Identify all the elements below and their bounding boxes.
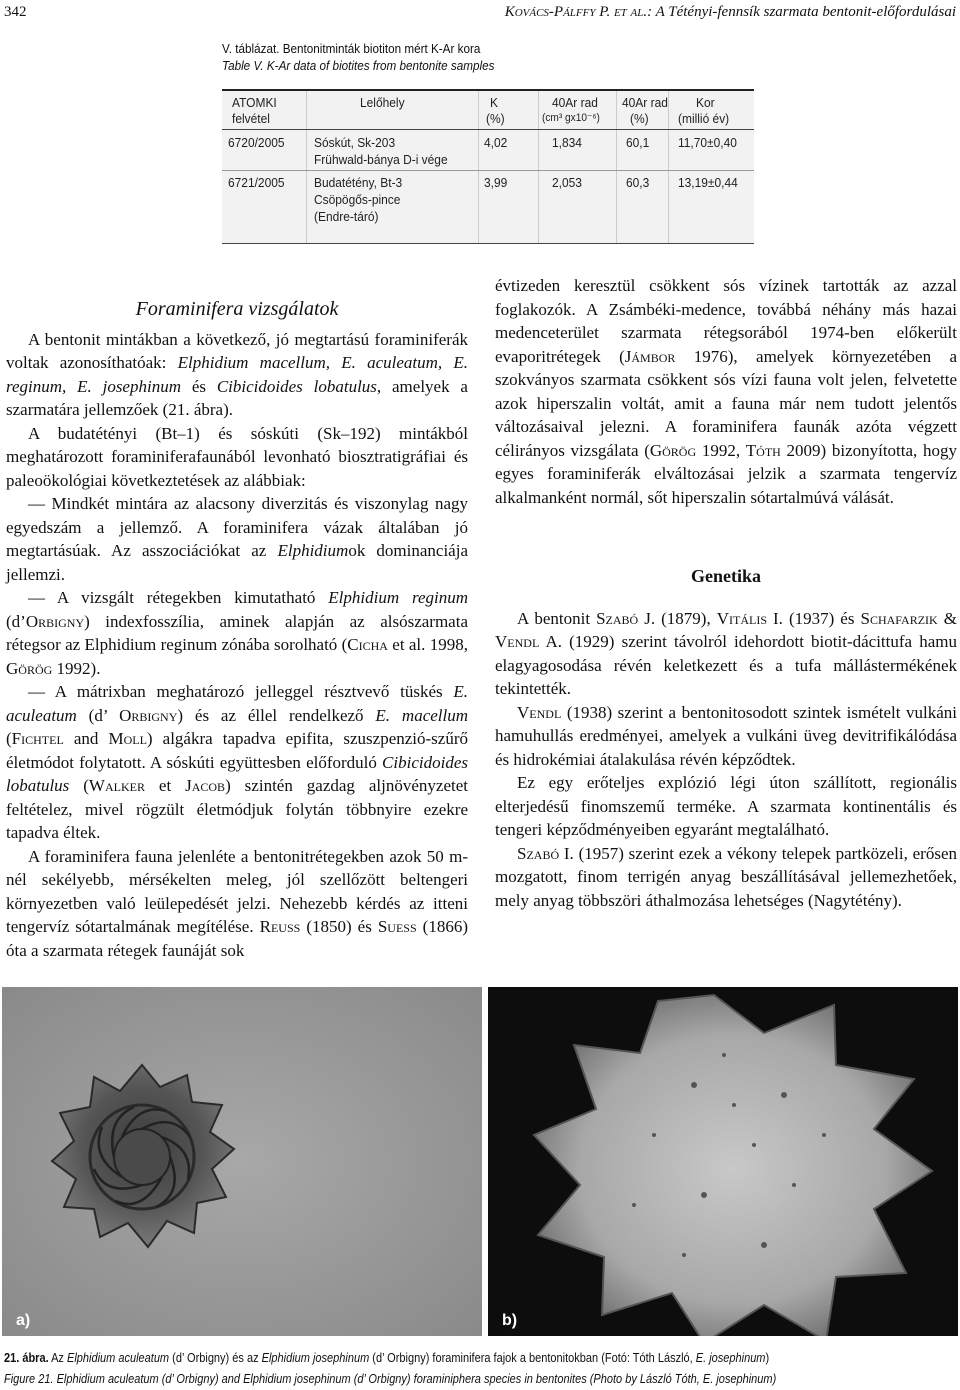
author-name: Cicha bbox=[347, 635, 388, 654]
text-run: 1976), amelyek környezetében a szokványos szarmata csökkent sós vízi fauna volt jelen, felvetette azok hiperszalin voltát, amit a fauna már nem tudott jelentős változásaival jelezni. A foraminifera faunák azóta végzett célirányos vizsgálata ( bbox=[495, 346, 957, 460]
text-run: et al. 1998, bbox=[387, 635, 468, 654]
paragraph bbox=[6, 586, 468, 680]
author-name: Vitális bbox=[716, 608, 767, 628]
table-cell-site: (Endre-táró) bbox=[314, 209, 379, 224]
section-title-genetika: Genetika bbox=[691, 566, 761, 586]
table-header-rule bbox=[222, 129, 754, 130]
paragraph bbox=[6, 492, 468, 586]
text-run: (1938) szerint a bentonitosodott szintek ismételt vulkáni hamuhullás eredményei, amelyek a vulkáni üveg devitrifikálódása és hidrokémiai átalakulása révén képződtek. bbox=[495, 702, 957, 769]
header-ar-pct-unit: (%) bbox=[630, 111, 649, 126]
header-kor-unit: (millió év) bbox=[678, 111, 730, 126]
text-run: (1866) óta a szarmata rétegek faunáját sok bbox=[6, 917, 468, 960]
text-run: — Mindkét mintára az alacsony diverzitás és viszonylag nagy egyedszám a jellemző. A foraminifera vázak általában jó megtartásúak. Az asszociációkat az bbox=[6, 494, 468, 560]
text-run: (d’ Orbigny) foraminifera fajok a bentonitokban (Fotó: Tóth László, bbox=[369, 1351, 696, 1365]
table-cell-site: Csöpögős-pince bbox=[314, 192, 401, 207]
table-cell-k: 4,02 bbox=[484, 135, 508, 150]
author-name: Reuss bbox=[259, 917, 301, 936]
text-run: (d’ bbox=[76, 705, 120, 725]
table-cell-site: Budatétény, Bt-3 bbox=[314, 175, 403, 190]
table-cell-age: 11,70±0,40 bbox=[678, 135, 737, 150]
table-cell-age: 13,19±0,44 bbox=[678, 175, 738, 190]
paragraph: A budatétényi (Bt–1) és sóskúti (Sk–192) mintákból meghatározott foraminiferafaunából levonható biosztratigráfiai és paleoökológiai következtetések az alábbiak: bbox=[6, 423, 468, 490]
elphidium-josephinum-photo bbox=[488, 987, 958, 1336]
figure-number: 21. ábra. bbox=[4, 1351, 49, 1365]
text-run: A. (1929) szerint távolról idehordott biotit-dácittufa hamu elagyagosodása révén keletkezett és a tufa mállástermékének tekintették. bbox=[495, 632, 957, 698]
author-name: Szabó bbox=[596, 608, 639, 628]
table-cell-site: Sóskút, Sk-203 bbox=[314, 135, 396, 150]
paragraph bbox=[495, 701, 957, 772]
species-name: Cibicidoides lobatulus bbox=[6, 752, 468, 795]
table-caption bbox=[222, 40, 495, 74]
header-kor: Kor bbox=[696, 95, 715, 110]
author-name: Tóth bbox=[745, 440, 781, 460]
table-col-divider bbox=[306, 91, 307, 243]
section-title-foraminifera: Foraminifera vizsgálatok bbox=[135, 298, 339, 320]
text-run: & bbox=[937, 608, 957, 628]
table-col-divider bbox=[616, 91, 617, 243]
text-run: (d’ bbox=[6, 611, 26, 631]
author-name: Moll bbox=[108, 729, 147, 748]
text-run: ok dominanciája jellemzi. bbox=[6, 541, 468, 584]
text-run: and bbox=[63, 729, 109, 748]
paragraph bbox=[6, 845, 468, 963]
figure-photo-b bbox=[488, 987, 958, 1336]
text-run: ) bbox=[765, 1351, 770, 1365]
header-lelohely: Lelőhely bbox=[360, 95, 405, 110]
elphidium-aculeatum-photo bbox=[2, 987, 482, 1336]
species-name: Elphidium reginum bbox=[328, 588, 468, 607]
text-run: ( bbox=[69, 776, 89, 795]
header-atomki: ATOMKI bbox=[232, 95, 277, 110]
running-head bbox=[4, 4, 956, 24]
author-name: Görög bbox=[6, 658, 53, 678]
figure-label-b: b) bbox=[502, 1312, 518, 1329]
author-name: Schafarzik bbox=[860, 608, 938, 628]
figure-label-a: a) bbox=[16, 1312, 31, 1329]
paragraph bbox=[495, 274, 957, 509]
table-cell-ar: 2,053 bbox=[552, 175, 582, 190]
table-col-divider bbox=[538, 91, 539, 243]
author-name: Orbigny bbox=[25, 611, 85, 631]
text-run: , amelyek a szarmatára jellemzőek (21. ábra). bbox=[6, 376, 468, 419]
author-name: Jámbor bbox=[624, 346, 676, 366]
text-run: I. (1957) szerint ezek a vékony telepek partközeli, erősen mozgatott, finom terrigén anyag beszállításával jellemezhetőek, mely anyag többszöri áthalmozása lehetséges (Nagytétény). bbox=[495, 843, 957, 910]
header-ar-pct: 40Ar rad bbox=[622, 95, 668, 110]
table-caption-hu: V. táblázat. Bentonitminták biotiton mért K-Ar kora bbox=[222, 41, 481, 56]
table-cell-site: Frühwald-bánya D-i vége bbox=[314, 152, 448, 167]
header-k-unit: (%) bbox=[486, 111, 505, 126]
author-name: Vendl bbox=[495, 632, 540, 651]
species-names: Elphidium macellum, E. aculeatum, E. reginum, E. josephinum bbox=[6, 353, 468, 396]
table-cell-k: 3,99 bbox=[484, 175, 508, 190]
table-row-rule bbox=[222, 170, 754, 171]
text-run: ) indexfosszília, aminek alapján az alsószarmata rétegsor az Elphidium reginum zónába sorolható ( bbox=[6, 611, 468, 654]
author-name: Görög bbox=[649, 440, 697, 460]
table-cell-id: 6721/2005 bbox=[228, 175, 285, 190]
text-run: (1850) és bbox=[300, 917, 378, 936]
author-name: Vendl bbox=[517, 702, 562, 722]
species-name: E. aculeatum bbox=[6, 682, 468, 725]
text-run: A bentonit mintákban a következő, jó megtartású foraminiferák voltak azonosíthatóak: bbox=[6, 329, 468, 372]
header-k: K bbox=[490, 95, 498, 110]
text-run: 1992). bbox=[52, 658, 101, 678]
text-run: ( bbox=[6, 729, 12, 748]
text-run: — A vizsgált rétegekben kimutatható bbox=[28, 588, 329, 607]
text-run: Az bbox=[48, 1351, 67, 1365]
author-name: Szabó bbox=[517, 843, 560, 863]
species-name: E. josephinum bbox=[695, 1351, 766, 1365]
running-authors: Kovács-Pálffy P. et al. bbox=[504, 4, 648, 20]
k-ar-table bbox=[222, 89, 754, 243]
header-ar-rad-unit: (cm³ gx10⁻⁶) bbox=[542, 112, 600, 124]
running-title-text: : A Tétényi-fennsík szarmata bentonit-előfordulásai bbox=[647, 4, 956, 20]
text-run: évtizeden keresztül csökkent sós vízinek tartották az azzal foglakozók. A Zsámbéki-medence, továbbá néhány más hazai medenceterület szarmata rétegsorából 1974-ben előkerült evaporitrétegek ( bbox=[495, 276, 957, 366]
figure-caption-hu bbox=[4, 1348, 844, 1369]
text-run: A foraminifera fauna jelenléte a bentonitrétegekben azok 50 m-nél sekélyebb, mérsékelten meleg, jól szellőzött beltengeri környezetben való leülepedését jelzi. Nehezebb kérdés az itteni tengervíz sótartalmának megítélése. bbox=[6, 846, 468, 936]
author-name: Orbigny bbox=[119, 705, 178, 725]
page-number: 342 bbox=[4, 4, 27, 20]
running-title bbox=[505, 4, 956, 21]
table-bottom-rule bbox=[222, 243, 754, 244]
author-name: Jacob bbox=[185, 776, 226, 795]
paragraph bbox=[6, 680, 468, 845]
table-cell-pct: 60,1 bbox=[626, 135, 650, 150]
author-name: Walker bbox=[88, 776, 145, 795]
header-ar-rad: 40Ar rad bbox=[552, 95, 598, 110]
species-name: Elphidium josephinum bbox=[261, 1351, 370, 1365]
paragraph: Ez egy erőteljes explózió légi úton szállított, regionális elterjedésű finomszemű terméke. A szarmata kontinentális és tengeri képződményeiben egyaránt megtalálható. bbox=[495, 773, 957, 839]
text-run: ) szintén gazdag aljnövényzetet feltételez, mivel rögzült életmódjuk folytán többnyire ezekre tapadva éltek. bbox=[6, 776, 468, 842]
text-run: 2009) bizonyította, hogy egyes foraminiferák elváltozásai jelzik a szarmata tengervíz alkalmanként normál, sőt hiperszalin sótartalmúvá válását. bbox=[495, 440, 957, 507]
table-caption-en: Table V. K-Ar data of biotites from bentonite samples bbox=[222, 58, 495, 73]
text-run: 1992, bbox=[696, 440, 746, 460]
text-run: et bbox=[144, 776, 186, 795]
author-name: Suess bbox=[377, 917, 417, 936]
paragraph bbox=[495, 842, 957, 913]
text-run: (d’ Orbigny) és az bbox=[169, 1351, 262, 1365]
text-run: J. (1879), bbox=[638, 608, 717, 628]
species-name: Cibicidoides lobatulus bbox=[216, 376, 377, 396]
text-run: ) és az éllel rendelkező bbox=[177, 705, 376, 725]
header-felvetel: felvétel bbox=[232, 111, 270, 126]
species-name: E. macellum bbox=[375, 705, 469, 725]
table-cell-ar: 1,834 bbox=[552, 135, 582, 150]
table-col-divider bbox=[478, 91, 479, 243]
table-cell-pct: 60,3 bbox=[626, 175, 650, 190]
figure-caption-en: Figure 21. Elphidium aculeatum (d’ Orbigny) and Elphidium josephinum (d’ Orbigny) foraminiphera species in bentonites (Photo by László Tóth, E. josephinum) bbox=[4, 1372, 777, 1386]
text-run: I. (1937) és bbox=[767, 608, 861, 628]
species-name: Elphidium bbox=[277, 541, 349, 560]
table-cell-id: 6720/2005 bbox=[228, 135, 285, 150]
paragraph bbox=[6, 328, 468, 422]
left-column bbox=[6, 298, 468, 962]
text-run: és bbox=[180, 376, 217, 396]
table-col-divider bbox=[668, 91, 669, 243]
species-name: Elphidium aculeatum bbox=[66, 1351, 170, 1365]
figure-photo-a bbox=[2, 987, 482, 1336]
figure-caption bbox=[4, 1348, 844, 1390]
author-name: Fichtel bbox=[11, 729, 64, 748]
text-run: A bentonit bbox=[517, 608, 597, 628]
text-run: ) algákra tapadva epifita, szuszpenzió-szűrő életmódot folytatott. A sóskúti együttesben előforduló bbox=[6, 729, 468, 772]
right-column bbox=[495, 274, 957, 912]
text-run: — A mátrixban meghatározó jelleggel résztvevő tüskés bbox=[28, 682, 454, 701]
paragraph bbox=[495, 607, 957, 701]
